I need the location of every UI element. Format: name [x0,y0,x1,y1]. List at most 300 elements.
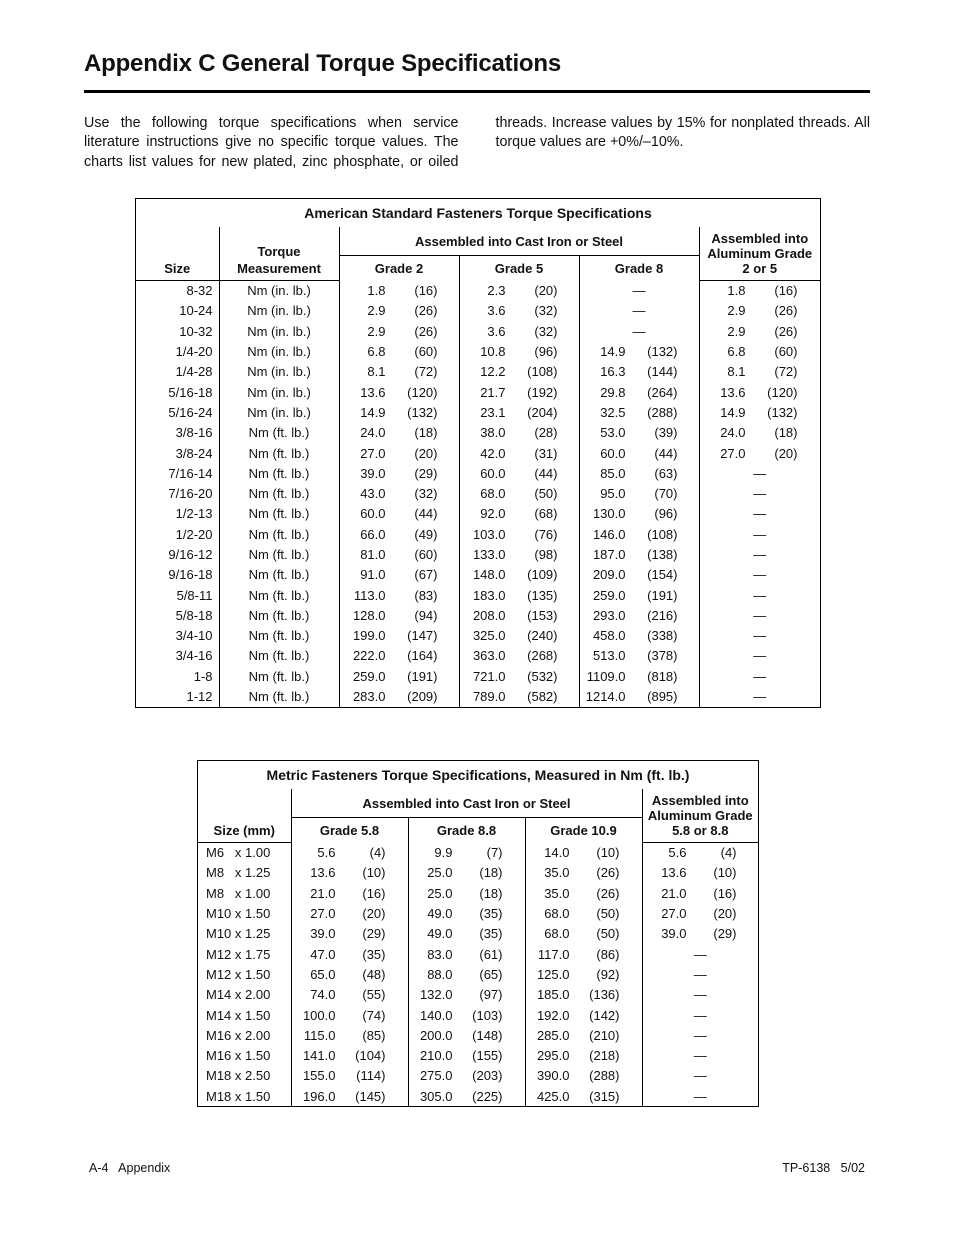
cell-size-mm: M14 x 1.50 [206,1007,271,1023]
cell-grade-8 [579,605,699,625]
cell-grade-8-8 [408,903,525,923]
cell-grade-8: — [579,280,699,301]
cell-grade-8 [579,524,699,544]
value-nm: 196.0 [302,1088,336,1104]
metric-torque-table [198,761,758,1106]
cell-grade-10-9 [525,1066,642,1086]
cell-grade-10-9 [525,924,642,944]
table-row [136,483,820,503]
cell-grade-5 [459,585,579,605]
value-nm: 2.9 [727,303,746,319]
table-row [198,1005,758,1025]
value-nm: 2.3 [487,282,506,298]
value-nm: 49.0 [427,906,453,922]
value-nm: 390.0 [536,1068,570,1084]
cell-aluminum [642,842,758,863]
table-row [136,544,820,564]
cell-torque-measurement: Nm (in. lb.) [219,280,339,301]
value-imperial: (96) [654,506,678,522]
cell-size: 5/16-24 [168,404,213,420]
value-nm: 187.0 [592,547,626,562]
table-row [198,863,758,883]
value-imperial: (148) [472,1027,503,1043]
table-row [136,362,820,382]
value-nm: 721.0 [472,668,506,684]
cell-grade-8 [579,423,699,443]
cell-grade-2 [339,301,459,321]
cell-size: 8-32 [186,283,213,299]
value-nm: 25.0 [427,865,453,881]
cell-grade-2 [339,605,459,625]
table-row [136,504,820,524]
value-nm: 2.9 [367,323,386,339]
column-header-grade-8-8: Grade 8.8 [408,818,525,843]
value-nm: 39.0 [310,926,336,942]
value-imperial: (240) [527,628,558,644]
value-nm: 3.6 [487,303,506,319]
cell-torque-measurement: Nm (ft. lb.) [219,666,339,686]
cell-grade-8 [579,686,699,706]
value-imperial: (132) [647,344,678,360]
value-imperial: (20) [774,445,798,461]
cell-torque-measurement: Nm (ft. lb.) [219,504,339,524]
value-imperial: (135) [527,587,558,603]
table-row [136,626,820,646]
value-nm: 222.0 [352,648,386,664]
cell-grade-2 [339,341,459,361]
value-nm: 23.1 [480,404,506,420]
value-nm: 125.0 [536,966,570,982]
value-nm: 12.2 [480,364,506,380]
cell-grade-5 [459,483,579,503]
cell-grade-8 [579,362,699,382]
table-row [198,985,758,1005]
cell-aluminum [699,301,820,321]
cell-grade-5-8 [291,944,408,964]
value-imperial: (49) [414,526,438,542]
cell-grade-5-8 [291,883,408,903]
value-nm: 192.0 [536,1007,570,1023]
cell-torque-measurement: Nm (in. lb.) [219,301,339,321]
footer-page-label: A-4 Appendix [89,1161,171,1175]
cell-aluminum [699,382,820,402]
cell-size: 10-24 [179,303,213,319]
value-imperial: (60) [414,344,438,360]
cell-size: 1/2-20 [175,526,213,542]
value-imperial: (92) [596,966,620,982]
value-nm: 14.9 [720,404,746,420]
value-imperial: (65) [479,966,503,982]
value-nm: 68.0 [544,926,570,942]
cell-aluminum [699,443,820,463]
cell-grade-8-8 [408,964,525,984]
value-imperial: (203) [472,1068,503,1084]
cell-size-mm: M10 x 1.50 [206,906,271,922]
value-imperial: (10) [362,865,386,881]
value-nm: 39.0 [360,465,386,481]
value-nm: 128.0 [352,607,386,623]
table-row [136,524,820,544]
cell-size-mm: M18 x 2.50 [206,1068,271,1084]
table-row [198,1086,758,1106]
cell-grade-8 [579,666,699,686]
value-nm: 85.0 [600,465,626,481]
value-nm: 14.0 [544,844,570,860]
value-nm: 14.9 [360,404,386,420]
value-imperial: (191) [407,668,438,684]
value-nm: 24.0 [360,425,386,441]
table-row [198,842,758,863]
value-imperial: (138) [647,547,678,562]
cell-grade-2 [339,463,459,483]
value-imperial: (26) [774,303,798,319]
cell-grade-8 [579,402,699,422]
cell-aluminum [642,903,758,923]
cell-grade-2 [339,362,459,382]
cell-grade-2 [339,666,459,686]
cell-grade-2 [339,280,459,301]
value-imperial: (216) [647,607,678,623]
value-nm: 27.0 [360,445,386,461]
cell-size-mm: M16 x 2.00 [206,1027,271,1043]
value-nm: 148.0 [472,567,506,583]
cell-grade-2 [339,544,459,564]
value-nm: 2.9 [727,323,746,339]
cell-grade-5-8 [291,1066,408,1086]
value-imperial: (20) [414,445,438,461]
value-imperial: (35) [479,926,503,942]
cell-grade-10-9 [525,842,642,863]
value-imperial: (338) [647,628,678,644]
cell-grade-5 [459,321,579,341]
cell-aluminum: — [642,1066,758,1086]
table-row [198,1066,758,1086]
value-imperial: (218) [589,1048,620,1064]
value-imperial: (18) [774,425,798,441]
cell-grade-5-8 [291,842,408,863]
metric-table-caption: Metric Fasteners Torque Specifications, Measured in Nm (ft. lb.) [266,767,690,783]
value-imperial: (268) [527,648,558,664]
value-imperial: (108) [527,364,558,380]
cell-grade-5-8 [291,1005,408,1025]
cell-grade-5 [459,666,579,686]
cell-grade-5-8 [291,985,408,1005]
value-nm: 65.0 [310,966,336,982]
value-nm: 74.0 [310,987,336,1003]
value-nm: 100.0 [302,1007,336,1023]
cell-torque-measurement: Nm (ft. lb.) [219,646,339,666]
table-row [136,443,820,463]
cell-grade-5 [459,280,579,301]
value-nm: 275.0 [419,1068,453,1084]
value-imperial: (153) [527,607,558,623]
table-row [136,646,820,666]
cell-size-mm: M16 x 1.50 [206,1048,271,1064]
cell-grade-2 [339,382,459,402]
cell-size-mm: M6 x 1.00 [206,845,271,861]
value-imperial: (315) [589,1088,620,1104]
value-imperial: (31) [534,445,558,461]
cell-grade-5 [459,524,579,544]
value-imperial: (61) [479,946,503,962]
value-imperial: (16) [362,885,386,901]
value-imperial: (76) [534,526,558,542]
cell-grade-8-8 [408,1066,525,1086]
cell-grade-10-9 [525,985,642,1005]
cell-aluminum [699,423,820,443]
value-imperial: (98) [534,547,558,562]
cell-grade-5 [459,362,579,382]
cell-aluminum: — [642,964,758,984]
cell-torque-measurement: Nm (ft. lb.) [219,565,339,585]
value-nm: 8.1 [727,364,746,380]
cell-grade-2 [339,504,459,524]
value-nm: 185.0 [536,987,570,1003]
value-nm: 88.0 [427,966,453,982]
value-imperial: (191) [647,587,678,603]
value-imperial: (39) [654,425,678,441]
table-row [198,883,758,903]
value-nm: 259.0 [352,668,386,684]
value-nm: 325.0 [472,628,506,644]
cell-size: 5/8-18 [175,607,213,623]
cell-torque-measurement: Nm (ft. lb.) [219,544,339,564]
cell-grade-2 [339,686,459,706]
cell-grade-5-8 [291,1025,408,1045]
cell-grade-5 [459,341,579,361]
value-nm: 27.0 [310,906,336,922]
value-nm: 83.0 [427,946,453,962]
cell-aluminum: — [642,1025,758,1045]
cell-size: 9/16-18 [168,567,213,583]
value-imperial: (32) [414,486,438,502]
value-nm: 141.0 [302,1048,336,1064]
cell-grade-8 [579,483,699,503]
value-imperial: (16) [414,282,438,298]
cell-aluminum [699,402,820,422]
value-imperial: (895) [647,689,678,705]
value-imperial: (72) [414,364,438,380]
cell-grade-8-8 [408,1005,525,1025]
value-nm: 6.8 [727,344,746,360]
value-nm: 53.0 [600,425,626,441]
value-nm: 60.0 [600,445,626,461]
value-nm: 35.0 [544,865,570,881]
value-imperial: (104) [355,1048,386,1064]
cell-grade-5-8 [291,1086,408,1106]
value-imperial: (85) [362,1027,386,1043]
value-imperial: (60) [414,547,438,562]
cell-grade-8 [579,382,699,402]
value-imperial: (120) [767,384,798,400]
value-imperial: (96) [534,344,558,360]
cell-grade-2 [339,402,459,422]
value-imperial: (26) [414,323,438,339]
value-imperial: (68) [534,506,558,522]
value-imperial: (63) [654,465,678,481]
cell-grade-8 [579,585,699,605]
value-nm: 3.6 [487,323,506,339]
cell-grade-8-8 [408,863,525,883]
column-header-grade-8: Grade 8 [579,256,699,281]
cell-grade-8 [579,341,699,361]
value-imperial: (20) [362,906,386,922]
table-row [198,944,758,964]
cell-torque-measurement: Nm (ft. lb.) [219,585,339,605]
table-row [198,1045,758,1065]
cell-size: 3/4-10 [175,628,213,644]
value-imperial: (288) [589,1068,620,1084]
cell-grade-5 [459,382,579,402]
value-imperial: (136) [589,987,620,1003]
value-nm: 27.0 [661,906,687,922]
value-nm: 6.8 [367,344,386,360]
cell-grade-5 [459,463,579,483]
value-nm: 305.0 [419,1088,453,1104]
value-imperial: (35) [479,906,503,922]
cell-aluminum: — [642,944,758,964]
value-imperial: (378) [647,648,678,664]
value-nm: 513.0 [592,648,626,664]
cell-grade-10-9 [525,1025,642,1045]
value-nm: 38.0 [480,425,506,441]
cell-aluminum: — [699,666,820,686]
cell-aluminum: — [699,626,820,646]
cell-grade-5-8 [291,863,408,883]
value-imperial: (50) [534,486,558,502]
value-nm: 60.0 [360,506,386,522]
value-imperial: (70) [654,486,678,502]
cell-grade-8-8 [408,1086,525,1106]
cell-aluminum: — [699,646,820,666]
value-imperial: (582) [527,689,558,705]
value-imperial: (44) [654,445,678,461]
value-imperial: (97) [479,987,503,1003]
value-imperial: (18) [414,425,438,441]
value-imperial: (132) [767,404,798,420]
value-imperial: (114) [356,1068,386,1084]
cell-size-mm: M10 x 1.25 [206,926,271,942]
cell-grade-5 [459,626,579,646]
value-nm: 43.0 [360,486,386,502]
value-nm: 1.8 [367,282,386,298]
cell-grade-2 [339,626,459,646]
value-nm: 13.6 [661,865,687,881]
cell-grade-8 [579,504,699,524]
value-imperial: (50) [596,906,620,922]
cell-size: 1/4-28 [175,364,213,380]
cell-grade-10-9 [525,964,642,984]
value-imperial: (204) [527,404,558,420]
value-nm: 21.7 [480,384,506,400]
cell-aluminum: — [699,483,820,503]
value-nm: 47.0 [310,946,336,962]
cell-grade-2 [339,321,459,341]
cell-grade-8 [579,626,699,646]
value-imperial: (16) [713,885,737,901]
cell-size: 7/16-14 [168,465,213,481]
value-imperial: (164) [407,648,438,664]
table-row [136,402,820,422]
table-row [136,565,820,585]
table-row [136,585,820,605]
column-header-grade-2: Grade 2 [339,256,459,281]
value-nm: 21.0 [661,885,687,901]
cell-grade-5 [459,504,579,524]
cell-size-mm: M12 x 1.75 [206,946,271,962]
value-nm: 146.0 [592,526,626,542]
value-imperial: (103) [472,1007,503,1023]
value-nm: 16.3 [600,364,626,380]
column-header-torque-measurement: Torque Measurement [219,227,339,280]
cell-grade-8-8 [408,883,525,903]
cell-grade-5 [459,402,579,422]
cell-size: 3/8-16 [175,425,213,441]
cell-grade-8 [579,443,699,463]
table-row [198,964,758,984]
table-row [198,924,758,944]
cell-grade-5-8 [291,1045,408,1065]
value-imperial: (29) [362,926,386,942]
cell-aluminum: — [699,524,820,544]
value-imperial: (147) [407,628,438,644]
cell-aluminum: — [699,605,820,625]
cell-grade-8-8 [408,842,525,863]
value-imperial: (26) [414,303,438,319]
value-imperial: (225) [472,1088,503,1104]
value-imperial: (72) [774,364,798,380]
cell-grade-8 [579,544,699,564]
cell-size: 1-12 [186,689,213,705]
value-nm: 259.0 [592,587,626,603]
value-nm: 29.8 [600,384,626,400]
value-imperial: (86) [596,946,620,962]
value-imperial: (32) [534,323,558,339]
value-nm: 68.0 [480,486,506,502]
value-nm: 68.0 [544,906,570,922]
value-nm: 49.0 [427,926,453,942]
value-imperial: (20) [713,906,737,922]
value-imperial: (4) [720,845,737,861]
value-nm: 208.0 [472,607,506,623]
cell-grade-5 [459,565,579,585]
value-imperial: (288) [647,404,678,420]
value-imperial: (32) [534,303,558,319]
cell-aluminum: — [699,544,820,564]
cell-grade-5 [459,686,579,706]
value-nm: 60.0 [480,465,506,481]
page-title: Appendix C General Torque Specifications [84,50,561,77]
value-nm: 27.0 [720,445,746,461]
cell-torque-measurement: Nm (ft. lb.) [219,443,339,463]
cell-torque-measurement: Nm (in. lb.) [219,321,339,341]
column-header-size: Size [136,227,219,280]
cell-aluminum: — [642,1086,758,1106]
cell-grade-2 [339,585,459,605]
value-nm: 363.0 [472,648,506,664]
cell-grade-5 [459,544,579,564]
value-nm: 5.6 [668,845,687,861]
value-imperial: (142) [589,1007,620,1023]
cell-grade-8: — [579,301,699,321]
cell-torque-measurement: Nm (ft. lb.) [219,483,339,503]
value-imperial: (154) [647,567,678,583]
american-table-caption: American Standard Fasteners Torque Specifications [304,205,652,221]
cell-grade-8-8 [408,1025,525,1045]
value-imperial: (60) [774,344,798,360]
cell-grade-8-8 [408,944,525,964]
value-nm: 789.0 [472,689,506,705]
